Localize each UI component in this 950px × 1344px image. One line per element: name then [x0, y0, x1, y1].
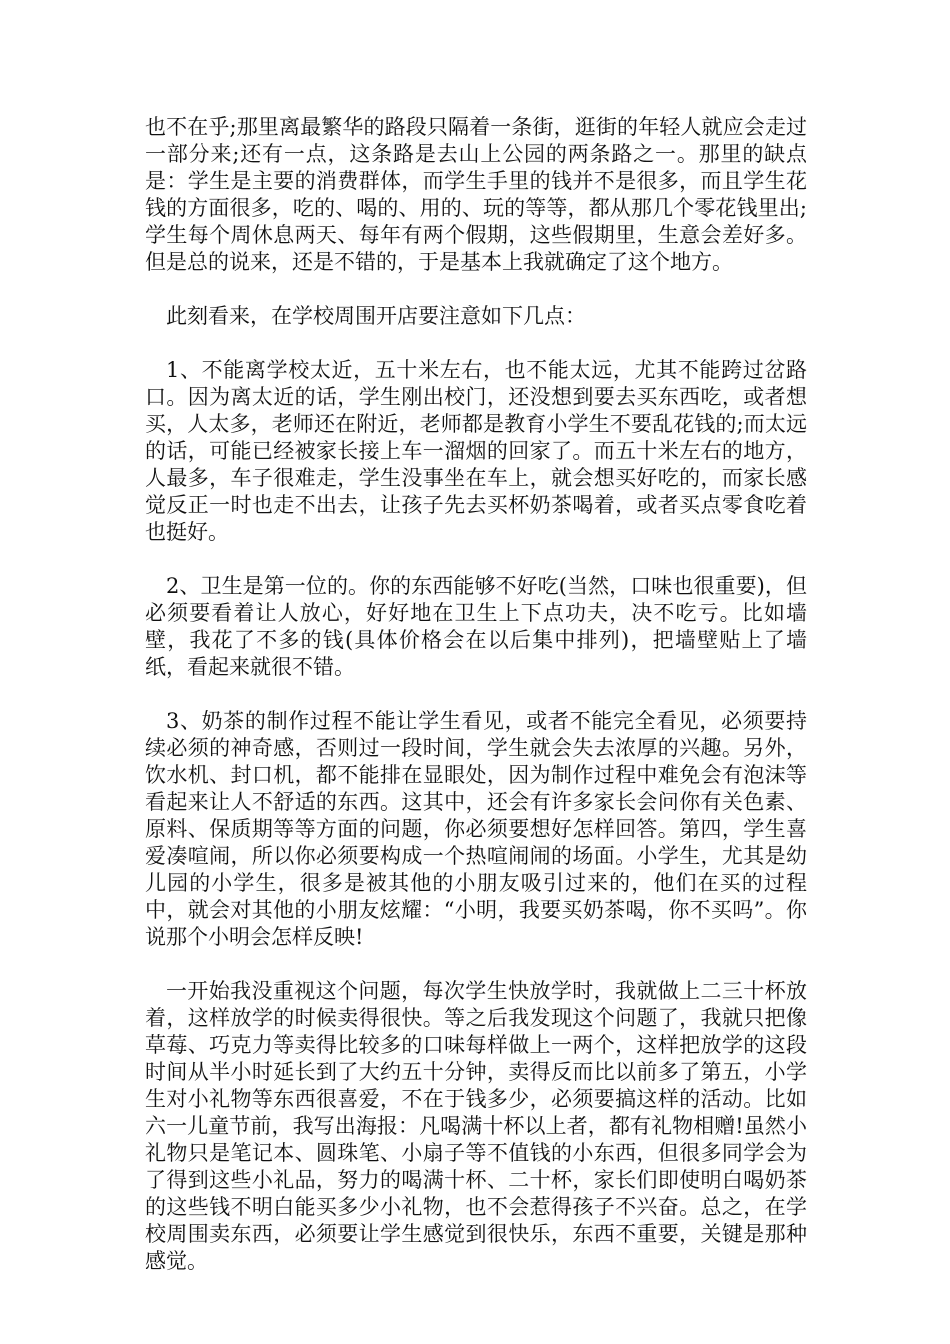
- paragraph-location-summary: 也不在乎;那里离最繁华的路段只隔着一条街，逛街的年轻人就应会走过一部分来;还有一点，这条路是去山上公园的两条路之一。那里的缺点是：学生是主要的消费群体，而学生手里的钱并不是很多，而且学生花钱的方面很多，吃的、喝的、用的、玩的等等，都从那几个零花钱里出;学生每个周休息两天、每年有两个假期，这些假期里，生意会差好多。但是总的说来，还是不错的，于是基本上我就确定了这个地方。: [145, 115, 807, 274]
- paragraph-tip-mystery: 3、奶茶的制作过程不能让学生看见，或者不能完全看见，必须要持续必须的神奇感，否则过一段时间，学生就会失去浓厚的兴趣。另外，饮水机、封口机，都不能排在显眼处，因为制作过程中难免会有泡沫等看起来让人不舒适的东西。这其中，还会有许多家长会问你有关色素、原料、保质期等等方面的问题，你必须要想好怎样回答。第四，学生喜爱凑喧闹，所以你必须要构成一个热喧闹闹的场面。小学生，尤其是幼儿园的小学生，很多是被其他的小朋友吸引过来的，他们在买的过程中，就会对其他的小朋友炫耀：“小明，我要买奶茶喝，你不买吗”。你说那个小明会怎样反映!: [145, 709, 807, 949]
- paragraph-tip-hygiene: 2、卫生是第一位的。你的东西能够不好吃(当然，口味也很重要)，但必须要看着让人放心，好好地在卫生上下点功夫，决不吃亏。比如墙壁，我花了不多的钱(具体价格会在以后集中排列)，把墙壁贴上了墙纸，看起来就很不错。: [145, 574, 807, 679]
- paragraph-experience: 一开始我没重视这个问题，每次学生快放学时，我就做上二三十杯放着，这样放学的时候卖得很快。等之后我发现这个问题了，我就只把像草莓、巧克力等卖得比较多的口味每样做上一两个，这样把放学的这段时间从半小时延长到了大约五十分钟，卖得反而比以前多了第五，小学生对小礼物等东西很喜爱，不在于钱多少，必须要搞这样的活动。比如六一儿童节前，我写出海报：凡喝满十杯以上者，都有礼物相赠!虽然小礼物只是笔记本、圆珠笔、小扇子等不值钱的小东西，但很多同学会为了得到这些小礼品，努力的喝满十杯、二十杯，家长们即使明白喝奶茶的这些钱不明白能买多少小礼物，也不会惹得孩子不兴奋。总之，在学校周围卖东西，必须要让学生感觉到很快乐，东西不重要，关键是那种感觉。: [145, 979, 807, 1273]
- paragraph-tip-distance: 1、不能离学校太近，五十米左右，也不能太远，尤其不能跨过岔路口。因为离太近的话，学生刚出校门，还没想到要去买东西吃，或者想买，人太多，老师还在附近，老师都是教育小学生不要乱花钱的;而太远的话，可能已经被家长接上车一溜烟的回家了。而五十米左右的地方，人最多，车子很难走，学生没事坐在车上，就会想买好吃的，而家长感觉反正一时也走不出去，让孩子先去买杯奶茶喝着，或者买点零食吃着也挺好。: [145, 358, 807, 544]
- paragraph-tips-intro: 此刻看来，在学校周围开店要注意如下几点：: [166, 304, 586, 328]
- document-page: [145, 114, 807, 1302]
